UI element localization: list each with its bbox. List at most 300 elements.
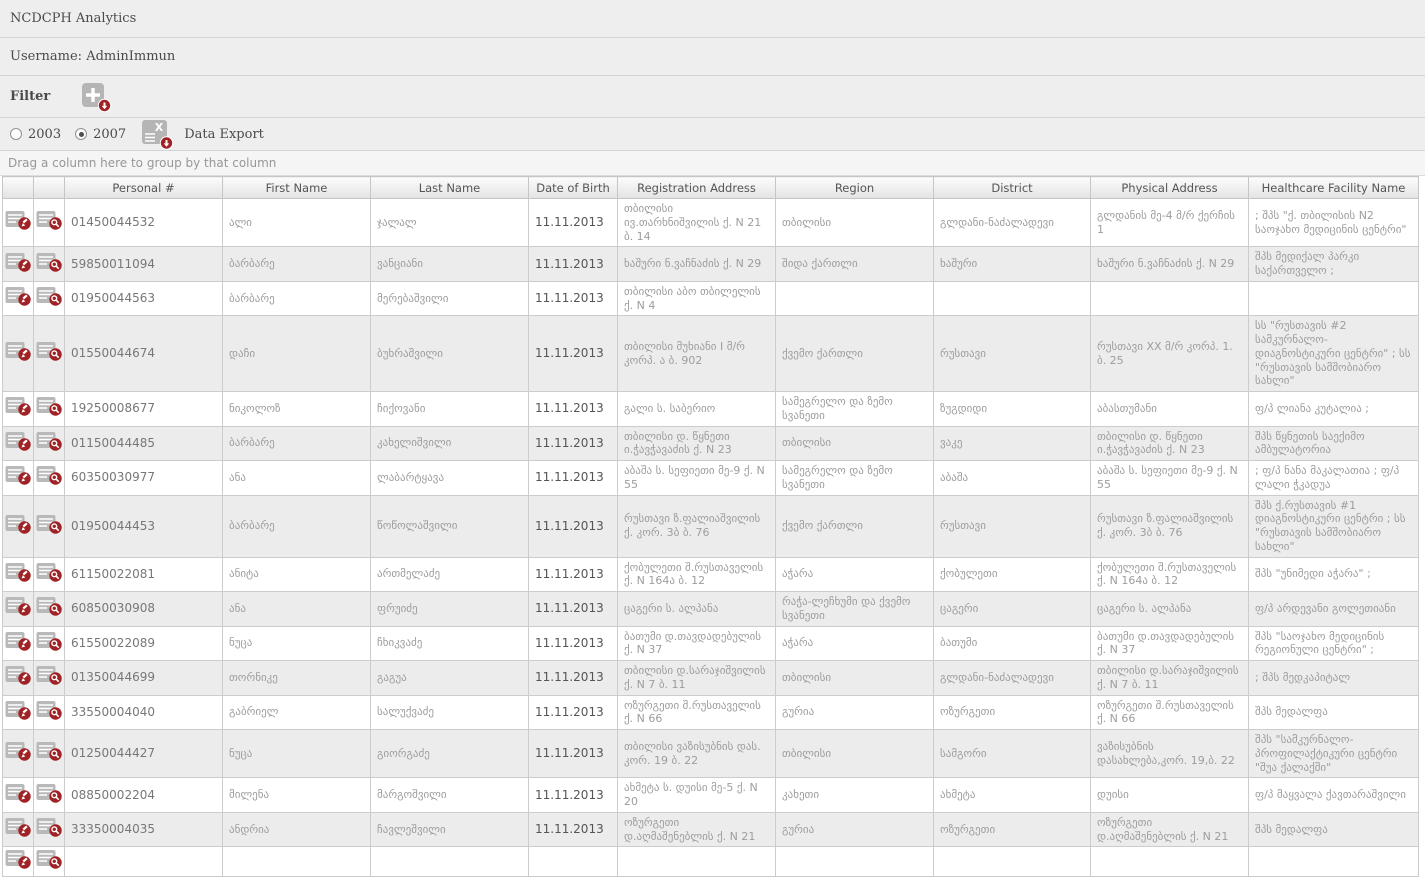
row-edit-cell [3, 847, 34, 877]
row-edit-button[interactable] [5, 341, 32, 362]
cell-last-name: წოწოლაშვილი [371, 495, 529, 557]
document-search-red-badge-icon [36, 210, 63, 231]
cell-first-name [223, 847, 371, 877]
row-edit-cell [3, 812, 34, 847]
table-row [3, 847, 1419, 877]
row-view-button[interactable] [36, 783, 63, 804]
cell-personal: 61150022081 [65, 557, 223, 592]
cell-region: თბილისი [776, 426, 934, 461]
table-row [3, 730, 1419, 778]
cell-dob: 11.11.2013 [529, 778, 618, 813]
cell-registration-address: თბილისი აბო თბილელის ქ. N 4 [618, 281, 776, 316]
row-view-button[interactable] [36, 700, 63, 721]
document-edit-red-badge-icon [5, 631, 32, 652]
row-edit-cell [3, 281, 34, 316]
cell-last-name: ჩიქოვანი [371, 392, 529, 427]
cell-dob: 11.11.2013 [529, 661, 618, 696]
cell-region: ქვემო ქართლი [776, 316, 934, 392]
cell-registration-address: რუსთავი ზ.ფალიაშვილის ქ. კორ. 3ბ ბ. 76 [618, 495, 776, 557]
document-search-red-badge-icon [36, 286, 63, 307]
document-search-red-badge-icon [36, 665, 63, 686]
row-view-button[interactable] [36, 431, 63, 452]
cell-first-name: ბარბარე [223, 281, 371, 316]
document-edit-red-badge-icon [5, 465, 32, 486]
row-edit-button[interactable] [5, 431, 32, 452]
row-view-cell [34, 812, 65, 847]
cell-first-name: ანდრია [223, 812, 371, 847]
cell-personal: 01950044453 [65, 495, 223, 557]
radio-2003-label[interactable]: 2003 [28, 126, 62, 142]
document-search-red-badge-icon [36, 700, 63, 721]
document-search-red-badge-icon [36, 849, 63, 870]
cell-facility: ; შპს "ქ. თბილისის N2 საოჯახო მედიცინის ცენტრი" [1249, 199, 1419, 247]
add-filter-button[interactable] [80, 81, 114, 113]
document-edit-red-badge-icon [5, 396, 32, 417]
data-grid [2, 176, 1425, 877]
row-view-cell [34, 392, 65, 427]
cell-personal: 33350004035 [65, 812, 223, 847]
cell-personal: 61550022089 [65, 626, 223, 661]
cell-region [776, 281, 934, 316]
row-edit-cell [3, 392, 34, 427]
cell-last-name: ჯალალ [371, 199, 529, 247]
cell-last-name: სალუქვაძე [371, 695, 529, 730]
row-edit-cell [3, 778, 34, 813]
row-edit-cell [3, 661, 34, 696]
cell-first-name: დაჩი [223, 316, 371, 392]
username-bar [0, 38, 1425, 76]
row-view-cell [34, 316, 65, 392]
cell-district: აბაშა [934, 461, 1091, 496]
row-view-cell [34, 847, 65, 877]
cell-district: გლდანი-ნაძალადევი [934, 199, 1091, 247]
cell-facility: შპს "სამკურნალო-პროფილაქტიკური ცენტრი "შუა ქალაქში" [1249, 730, 1419, 778]
cell-district: ზუგდიდი [934, 392, 1091, 427]
cell-personal: 01550044674 [65, 316, 223, 392]
excel-export-red-badge-icon [140, 118, 176, 150]
cell-region: გურია [776, 695, 934, 730]
cell-first-name: ნუცა [223, 730, 371, 778]
column-header-dob[interactable]: Date of Birth [529, 177, 618, 199]
cell-registration-address: ცაგერი ს. ალპანა [618, 592, 776, 627]
document-search-red-badge-icon [36, 817, 63, 838]
cell-dob [529, 847, 618, 877]
cell-dob: 11.11.2013 [529, 592, 618, 627]
cell-dob: 11.11.2013 [529, 316, 618, 392]
row-edit-cell [3, 247, 34, 282]
document-search-red-badge-icon [36, 741, 63, 762]
cell-registration-address: თბილისი დ. წყნეთი ი.ჭავჭავაძის ქ. N 23 [618, 426, 776, 461]
cell-dob: 11.11.2013 [529, 626, 618, 661]
cell-first-name: ბარბარე [223, 426, 371, 461]
row-edit-button[interactable] [5, 465, 32, 486]
column-header-physical-address[interactable]: Physical Address [1091, 177, 1249, 199]
cell-facility [1249, 847, 1419, 877]
cell-dob: 11.11.2013 [529, 495, 618, 557]
cell-personal: 60850030908 [65, 592, 223, 627]
cell-last-name [371, 847, 529, 877]
cell-personal: 08850002204 [65, 778, 223, 813]
cell-registration-address [618, 847, 776, 877]
cell-region: კახეთი [776, 778, 934, 813]
cell-physical-address: ოზურგეთი დ.აღმაშენებლის ქ. N 21 [1091, 812, 1249, 847]
year-radio-group [10, 127, 140, 142]
cell-last-name: გაგუა [371, 661, 529, 696]
row-edit-cell [3, 199, 34, 247]
cell-registration-address: ქობულეთი შ.რუსთაველის ქ. N 164ა ბ. 12 [618, 557, 776, 592]
cell-region: აჭარა [776, 557, 934, 592]
cell-registration-address: ოზურგეთი დ.აღმაშენებლის ქ. N 21 [618, 812, 776, 847]
cell-dob: 11.11.2013 [529, 281, 618, 316]
row-view-cell [34, 247, 65, 282]
row-view-button[interactable] [36, 465, 63, 486]
row-edit-cell [3, 316, 34, 392]
cell-district [934, 281, 1091, 316]
row-view-cell [34, 661, 65, 696]
cell-district: რუსთავი [934, 495, 1091, 557]
cell-physical-address: ვაზისუბნის დასახლება,კორ. 19,ბ. 22 [1091, 730, 1249, 778]
document-search-red-badge-icon [36, 431, 63, 452]
row-edit-button[interactable] [5, 817, 32, 838]
cell-registration-address: ოზურგეთი შ.რუსთაველის ქ. N 66 [618, 695, 776, 730]
row-view-cell [34, 557, 65, 592]
app-title-bar [0, 0, 1425, 38]
row-view-button[interactable] [36, 562, 63, 583]
table-row [3, 199, 1419, 247]
document-search-red-badge-icon [36, 562, 63, 583]
cell-district: ვაკე [934, 426, 1091, 461]
column-header-region[interactable]: Region [776, 177, 934, 199]
group-by-drop-zone[interactable] [0, 151, 1425, 176]
data-export-label[interactable]: Data Export [184, 126, 264, 142]
cell-last-name: ართმელაძე [371, 557, 529, 592]
cell-region: რაჭა-ლეჩხუმი და ქვემო სვანეთი [776, 592, 934, 627]
column-header-facility[interactable]: Healthcare Facility Name [1249, 177, 1419, 199]
document-search-red-badge-icon [36, 596, 63, 617]
cell-personal: 19250008677 [65, 392, 223, 427]
table-row [3, 592, 1419, 627]
column-header-district[interactable]: District [934, 177, 1091, 199]
cell-registration-address: ხაშური ნ.ვაჩნაძის ქ. N 29 [618, 247, 776, 282]
document-search-red-badge-icon [36, 252, 63, 273]
cell-physical-address: თბილისი დ. წყნეთი ი.ჭავჭავაძის ქ. N 23 [1091, 426, 1249, 461]
cell-first-name: ალი [223, 199, 371, 247]
cell-dob: 11.11.2013 [529, 812, 618, 847]
cell-district: ხაშური [934, 247, 1091, 282]
cell-last-name: ბუხრაშვილი [371, 316, 529, 392]
cell-dob: 11.11.2013 [529, 199, 618, 247]
document-search-red-badge-icon [36, 341, 63, 362]
cell-dob: 11.11.2013 [529, 247, 618, 282]
cell-district: ოზურგეთი [934, 695, 1091, 730]
row-view-cell [34, 626, 65, 661]
row-view-button[interactable] [36, 252, 63, 273]
row-edit-cell [3, 695, 34, 730]
row-edit-button[interactable] [5, 631, 32, 652]
document-edit-red-badge-icon [5, 252, 32, 273]
cell-physical-address: ბათუმი დ.თავდადებულის ქ. N 37 [1091, 626, 1249, 661]
cell-last-name: ჩავლეშვილი [371, 812, 529, 847]
cell-physical-address: ოზურგეთი შ.რუსთაველის ქ. N 66 [1091, 695, 1249, 730]
cell-facility: შპს მედიქალ პარკი საქართველო ; [1249, 247, 1419, 282]
cell-facility: შპს "უნიმედი აჭარა" ; [1249, 557, 1419, 592]
table-row [3, 426, 1419, 461]
document-edit-red-badge-icon [5, 562, 32, 583]
cell-first-name: ბარბარე [223, 495, 371, 557]
cell-physical-address: თბილისი დ.სარაჯიშვილის ქ. N 7 ბ. 11 [1091, 661, 1249, 696]
cell-last-name: ჩხიკვაძე [371, 626, 529, 661]
cell-facility: ფ/პ არდევანი გოლეთიანი [1249, 592, 1419, 627]
document-edit-red-badge-icon [5, 665, 32, 686]
row-view-cell [34, 778, 65, 813]
table-row [3, 495, 1419, 557]
cell-dob: 11.11.2013 [529, 730, 618, 778]
cell-facility: შპს ქ.რუსთავის #1 დიაგნოსტიკური ცენტრი ; სს "რუსთავის სამშობიარო სახლი" [1249, 495, 1419, 557]
row-edit-button[interactable] [5, 849, 32, 870]
cell-district [934, 847, 1091, 877]
table-row [3, 626, 1419, 661]
row-edit-button[interactable] [5, 783, 32, 804]
row-edit-cell [3, 730, 34, 778]
row-edit-cell [3, 626, 34, 661]
document-search-red-badge-icon [36, 783, 63, 804]
cell-physical-address: რუსთავი ზ.ფალიაშვილის ქ. კორ. 3ბ ბ. 76 [1091, 495, 1249, 557]
cell-dob: 11.11.2013 [529, 426, 618, 461]
cell-physical-address: აბაშა ს. სეფიეთი მე-9 ქ. N 55 [1091, 461, 1249, 496]
document-edit-red-badge-icon [5, 431, 32, 452]
row-view-cell [34, 281, 65, 316]
cell-facility: ; შპს მედკაპიტალ [1249, 661, 1419, 696]
cell-facility: შპს წყნეთის საექიმო ამბულატორია [1249, 426, 1419, 461]
cell-physical-address: ქობულეთი შ.რუსთაველის ქ. N 164ა ბ. 12 [1091, 557, 1249, 592]
cell-dob: 11.11.2013 [529, 695, 618, 730]
cell-facility: ; ფ/პ ნანა მაკალათია ; ფ/პ ლალი ჭკადუა [1249, 461, 1419, 496]
cell-facility: შპს "საოჯახო მედიცინის რეგიონული ცენტრი" ; [1249, 626, 1419, 661]
cell-registration-address: აბაშა ს. სეფიეთი მე-9 ქ. N 55 [618, 461, 776, 496]
column-header-first-name[interactable]: First Name [223, 177, 371, 199]
row-edit-cell [3, 461, 34, 496]
cell-personal: 01350044699 [65, 661, 223, 696]
cell-first-name: ნუცა [223, 626, 371, 661]
cell-region: თბილისი [776, 730, 934, 778]
document-edit-red-badge-icon [5, 700, 32, 721]
cell-region: სამეგრელო და ზემო სვანეთი [776, 392, 934, 427]
table-row [3, 461, 1419, 496]
row-edit-button[interactable] [5, 252, 32, 273]
row-edit-button[interactable] [5, 562, 32, 583]
row-view-button[interactable] [36, 849, 63, 870]
cell-personal: 59850011094 [65, 247, 223, 282]
row-edit-button[interactable] [5, 596, 32, 617]
cell-physical-address: ცაგერი ს. ალპანა [1091, 592, 1249, 627]
cell-district: ქობულეთი [934, 557, 1091, 592]
cell-personal [65, 847, 223, 877]
row-view-cell [34, 730, 65, 778]
cell-dob: 11.11.2013 [529, 461, 618, 496]
cell-first-name: მილენა [223, 778, 371, 813]
document-search-red-badge-icon [36, 396, 63, 417]
cell-registration-address: თბილისი ივ.თარხნიშვილის ქ. N 21 ბ. 14 [618, 199, 776, 247]
cell-region: ქვემო ქართლი [776, 495, 934, 557]
column-header-personal[interactable]: Personal # [65, 177, 223, 199]
cell-last-name: კახელიშვილი [371, 426, 529, 461]
cell-last-name: გიორგაძე [371, 730, 529, 778]
cell-first-name: გაბრიელ [223, 695, 371, 730]
cell-facility [1249, 281, 1419, 316]
row-view-cell [34, 461, 65, 496]
cell-registration-address: თბილისი დ.სარაჯიშვილის ქ. N 7 ბ. 11 [618, 661, 776, 696]
row-edit-button[interactable] [5, 514, 32, 535]
cell-dob: 11.11.2013 [529, 392, 618, 427]
document-edit-red-badge-icon [5, 741, 32, 762]
cell-region: სამეგრელო და ზემო სვანეთი [776, 461, 934, 496]
table-row [3, 812, 1419, 847]
row-view-button[interactable] [36, 665, 63, 686]
document-edit-red-badge-icon [5, 514, 32, 535]
header-edit-column [3, 177, 34, 199]
cell-last-name: ლაბარტყავა [371, 461, 529, 496]
cell-physical-address: ხაშური ნ.ვაჩნაძის ქ. N 29 [1091, 247, 1249, 282]
document-edit-red-badge-icon [5, 210, 32, 231]
document-edit-red-badge-icon [5, 849, 32, 870]
cell-region [776, 847, 934, 877]
cell-facility: ფ/პ ლიანა კუტალია ; [1249, 392, 1419, 427]
document-edit-red-badge-icon [5, 286, 32, 307]
cell-physical-address: აბასთუმანი [1091, 392, 1249, 427]
row-edit-button[interactable] [5, 665, 32, 686]
document-search-red-badge-icon [36, 465, 63, 486]
svg-text:X: X [154, 121, 164, 134]
cell-first-name: ბარბარე [223, 247, 371, 282]
row-view-button[interactable] [36, 210, 63, 231]
table-row [3, 661, 1419, 696]
table-body [3, 199, 1419, 877]
row-view-button[interactable] [36, 286, 63, 307]
cell-physical-address: დუისი [1091, 778, 1249, 813]
radio-2007-label[interactable]: 2007 [93, 126, 127, 142]
row-edit-cell [3, 557, 34, 592]
cell-region: აჭარა [776, 626, 934, 661]
row-view-button[interactable] [36, 631, 63, 652]
row-edit-cell [3, 495, 34, 557]
group-by-text: Drag a column here to group by that column [8, 156, 277, 170]
row-edit-button[interactable] [5, 741, 32, 762]
table-row [3, 695, 1419, 730]
row-view-button[interactable] [36, 741, 63, 762]
row-view-cell [34, 426, 65, 461]
cell-region: გურია [776, 812, 934, 847]
cell-last-name: ფრუიძე [371, 592, 529, 627]
cell-last-name: მერებაშვილი [371, 281, 529, 316]
row-edit-button[interactable] [5, 210, 32, 231]
document-edit-red-badge-icon [5, 817, 32, 838]
filter-label: Filter [10, 89, 51, 104]
table-row [3, 316, 1419, 392]
cell-first-name: ნიკოლოზ [223, 392, 371, 427]
row-view-button[interactable] [36, 817, 63, 838]
cell-district: გლდანი-ნაძალადევი [934, 661, 1091, 696]
header-row [3, 177, 1419, 199]
column-header-last-name[interactable]: Last Name [371, 177, 529, 199]
row-edit-cell [3, 592, 34, 627]
filter-bar [0, 76, 1425, 118]
cell-region: შიდა ქართლი [776, 247, 934, 282]
data-export-button[interactable] [140, 118, 176, 150]
document-edit-red-badge-icon [5, 783, 32, 804]
cell-district: ოზურგეთი [934, 812, 1091, 847]
cell-facility: სს "რუსთავის #2 სამკურნალო-დიაგნოსტიკური ცენტრი" ; სს "რუსთავის სამშობიარო სახლი" [1249, 316, 1419, 392]
cell-district: რუსთავი [934, 316, 1091, 392]
row-edit-button[interactable] [5, 700, 32, 721]
column-header-registration-address[interactable]: Registration Address [618, 177, 776, 199]
row-edit-button[interactable] [5, 396, 32, 417]
document-search-red-badge-icon [36, 631, 63, 652]
table-row [3, 247, 1419, 282]
cell-personal: 01250044427 [65, 730, 223, 778]
cell-physical-address [1091, 847, 1249, 877]
row-view-cell [34, 592, 65, 627]
cell-registration-address: თბილისი მუხიანი I მ/რ კორპ. ა ბ. 902 [618, 316, 776, 392]
document-edit-red-badge-icon [5, 341, 32, 362]
cell-personal: 01150044485 [65, 426, 223, 461]
row-edit-cell [3, 426, 34, 461]
cell-registration-address: გალი ს. საბერიო [618, 392, 776, 427]
cell-region: თბილისი [776, 199, 934, 247]
table-row [3, 392, 1419, 427]
cell-facility: ფ/პ მაყვალა ქავთარაშვილი [1249, 778, 1419, 813]
document-edit-red-badge-icon [5, 596, 32, 617]
header-view-column [34, 177, 65, 199]
cell-registration-address: ახმეტა ს. დუისი მე-5 ქ. N 20 [618, 778, 776, 813]
cell-facility: შპს მედალფა [1249, 695, 1419, 730]
radio-2007[interactable] [75, 128, 87, 140]
cell-first-name: ანიტა [223, 557, 371, 592]
cell-facility: შპს მედალფა [1249, 812, 1419, 847]
table-row [3, 281, 1419, 316]
cell-district: ბათუმი [934, 626, 1091, 661]
radio-2003[interactable] [10, 128, 22, 140]
row-edit-button[interactable] [5, 286, 32, 307]
cell-district: ახმეტა [934, 778, 1091, 813]
cell-district: სამგორი [934, 730, 1091, 778]
controls-bar [0, 118, 1425, 151]
row-view-button[interactable] [36, 514, 63, 535]
cell-personal: 01950044563 [65, 281, 223, 316]
table-row [3, 557, 1419, 592]
document-search-red-badge-icon [36, 514, 63, 535]
cell-physical-address [1091, 281, 1249, 316]
cell-physical-address: გლდანის მე-4 მ/რ ქერჩის 1 [1091, 199, 1249, 247]
cell-personal: 60350030977 [65, 461, 223, 496]
cell-district: ცაგერი [934, 592, 1091, 627]
cell-personal: 01450044532 [65, 199, 223, 247]
cell-first-name: ანა [223, 592, 371, 627]
cell-first-name: ანა [223, 461, 371, 496]
cell-region: თბილისი [776, 661, 934, 696]
row-view-cell [34, 199, 65, 247]
row-view-button[interactable] [36, 341, 63, 362]
row-view-button[interactable] [36, 596, 63, 617]
cell-registration-address: ბათუმი დ.თავდადებულის ქ. N 37 [618, 626, 776, 661]
cell-first-name: თორნიკე [223, 661, 371, 696]
row-view-cell [34, 495, 65, 557]
username-text: Username: AdminImmun [10, 49, 176, 64]
cell-personal: 33550004040 [65, 695, 223, 730]
cell-last-name: ვანციანი [371, 247, 529, 282]
app-title: NCDCPH Analytics [10, 11, 137, 26]
row-view-button[interactable] [36, 396, 63, 417]
cell-physical-address: რუსთავი XX მ/რ კორპ. 1. ბ. 25 [1091, 316, 1249, 392]
